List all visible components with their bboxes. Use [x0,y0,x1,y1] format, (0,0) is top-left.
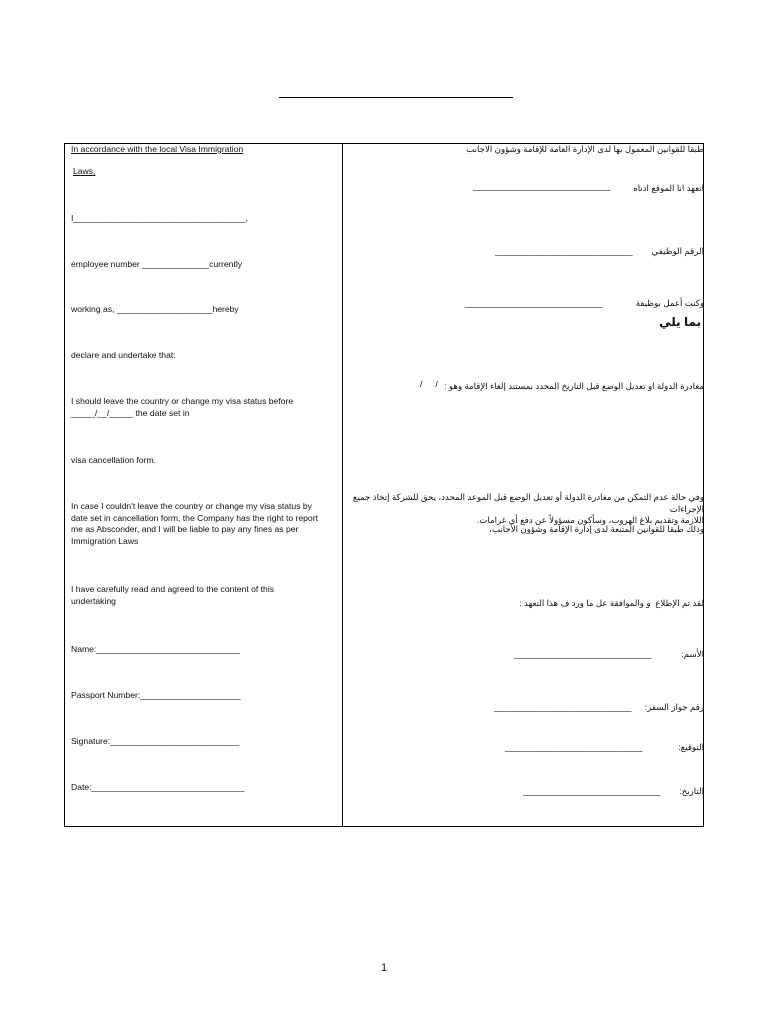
arabic-working-as-blank: ______________________________ [465,298,603,308]
arabic-passport-blank: ______________________________ [494,702,632,712]
title-underline [279,97,513,98]
english-cancellation-form: visa cancellation form. [71,455,157,465]
arabic-name-label: الأسم: [681,649,704,659]
arabic-undersigned: اتعهد انا الموقع ادناه [633,183,704,193]
english-leave-country: I should leave the country or change my visa status before _____/__/_____ the date set in [71,396,294,418]
english-laws [73,166,343,178]
english-declare: declare and undertake that: [71,350,176,360]
arabic-date-label: التاريخ: [679,786,704,796]
arabic-as-follows: بما يلي [659,315,701,329]
arabic-signature-label: التوقيع: [678,742,704,752]
english-heading-text: In accordance with the local Visa Immigration [71,144,244,154]
arabic-job-number: الرقم الوظيفي [651,246,704,256]
arabic-in-case: وفي حالة عدم التمكن من مغادرة الدولة أو تعديل الوضع قبل الموعد المحدد، يحق للشركة إتخاذ جميع الإجراءات اللازمة وتقديم بلاغ الهروب، وسأكون مسؤولاً عن دفع أي غرامات. [352,492,704,525]
arabic-job-number-blank: ______________________________ [495,246,633,256]
arabic-undersigned-blank: ______________________________ [473,181,611,191]
arabic-heading: طبقا للقوانين المعمول بها لدى الإدارة العامة للإقامة وشؤون الاجانب [466,144,704,154]
english-in-case: In case I couldn't leave the country or change my visa status by date set in cancellation form, the Company has the right to report me as Absconder, and I will be liable to pay any fines as per Immigration Laws [71,501,318,546]
english-name-line: I____________________________________, [71,213,248,223]
english-name-field: Name:______________________________ [71,644,240,654]
arabic-signature-blank: ______________________________ [505,742,643,752]
english-working-as: working as, ____________________hereby [71,304,239,314]
english-laws-text: Laws, [73,166,96,176]
arabic-passport-label: رقم جواز السفر: [644,702,704,712]
column-divider [342,143,343,827]
page-number: 1 [380,962,388,974]
arabic-date-slashes: / / [420,379,438,389]
arabic-name-blank: ______________________________ [514,649,652,659]
english-employee-number: employee number ______________currently [71,259,243,269]
arabic-read-agreed: لقد تم الإطلاع و والموافقة عل ما ورد ف هذا التعهد : [519,598,704,608]
english-date-field: Date:________________________________ [71,782,245,792]
arabic-working-as: وكنت أعمل بوظيفة [635,298,704,308]
arabic-per-laws: وذلك طبقا للقوانين المتبعة لدى إدارة الإقامة وشؤون الأجانب، [489,524,704,534]
english-signature-field: Signature:___________________________ [71,736,240,746]
arabic-leave-country: مغادرة الدولة او تعديل الوضع قبل التاريخ المحدد بمستند إلغاء الإقامة وهو : [444,381,704,391]
english-heading [71,144,341,156]
arabic-date-blank: ______________________________ [523,786,661,796]
english-read-agreed: I have carefully read and agreed to the content of this undertaking [71,584,275,606]
english-passport-field: Passport Number:_____________________ [71,690,241,700]
